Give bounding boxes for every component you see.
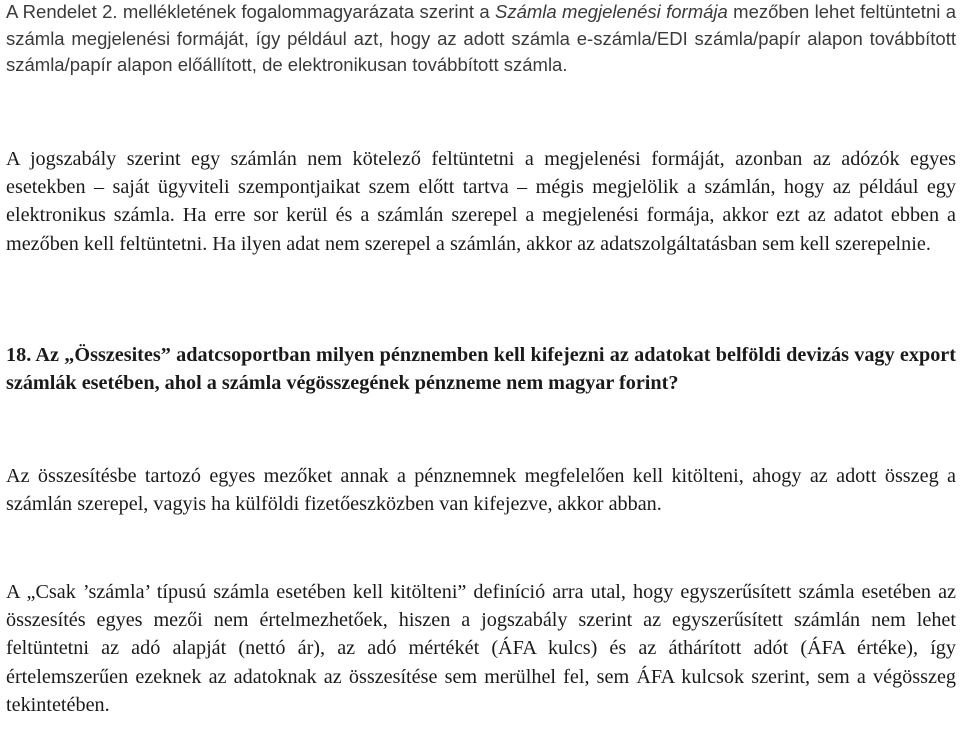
question-heading: 18. Az „Összesites” adatcsoportban milyen pénznemben kell kifejezni az adatokat belföldi devizás vagy export számlák esetében, ahol a számla végösszegének pénzneme nem magyar forint?	[6, 344, 956, 395]
answer-paragraph: Az összesítésbe tartozó egyes mezőket annak a pénznemnek megfelelően kell kitölteni, ahogy az adott összeg a számlán szerepel, vagyis ha külföldi fizetőeszközben van kifejezve, akkor abban.	[6, 465, 956, 516]
paragraph-text-end: mezőben lehet feltüntetni a számla megjelenési formáját, így például azt, hogy az adott számla e-számla/EDI számla/papír alapon továbbított számla/papír alapon előállított, de elektronikusan továbbított számla.	[6, 1, 956, 75]
paragraph-simplified-invoice: A „Csak ’számla’ típusú számla esetében kell kitölteni” definíció arra utal, hogy egyszerűsített számla esetében az összesítés egyes mezői nem értelmezhetőek, hiszen a jogszabály szerint az egyszerűsített számlán nem lehet feltüntetni az adó alapját (nettó ár), az adó mértékét (ÁFA kulcs) és az áthárított adót (ÁFA értéke), így értelemszerűen ezeknek az adatoknak az összesítése sem merülhel fel, sem ÁFA kulcsok szerint, sem a végösszeg tekintetében.	[6, 581, 956, 716]
paragraph-invoice-format-definition	[6, 0, 956, 79]
paragraph-text-start: A Rendelet 2. mellékletének fogalommagyarázata szerint a	[6, 1, 495, 22]
field-name-italic: Számla megjelenési formája	[494, 1, 728, 22]
paragraph-legal-requirement: A jogszabály szerint egy számlán nem kötelező feltüntetni a megjelenési formáját, azonban az adózók egyes esetekben – saját ügyviteli szempontjaikat szem előtt tartva – mégis megjelölik a számlán, hogy az például egy elektronikus számla. Ha erre sor kerül és a számlán szerepel a megjelenési formája, akkor ezt az adatot ebben a mezőben kell feltüntetni. Ha ilyen adat nem szerepel a számlán, akkor az adatszolgáltatásban sem kell szerepelnie.	[6, 148, 956, 255]
